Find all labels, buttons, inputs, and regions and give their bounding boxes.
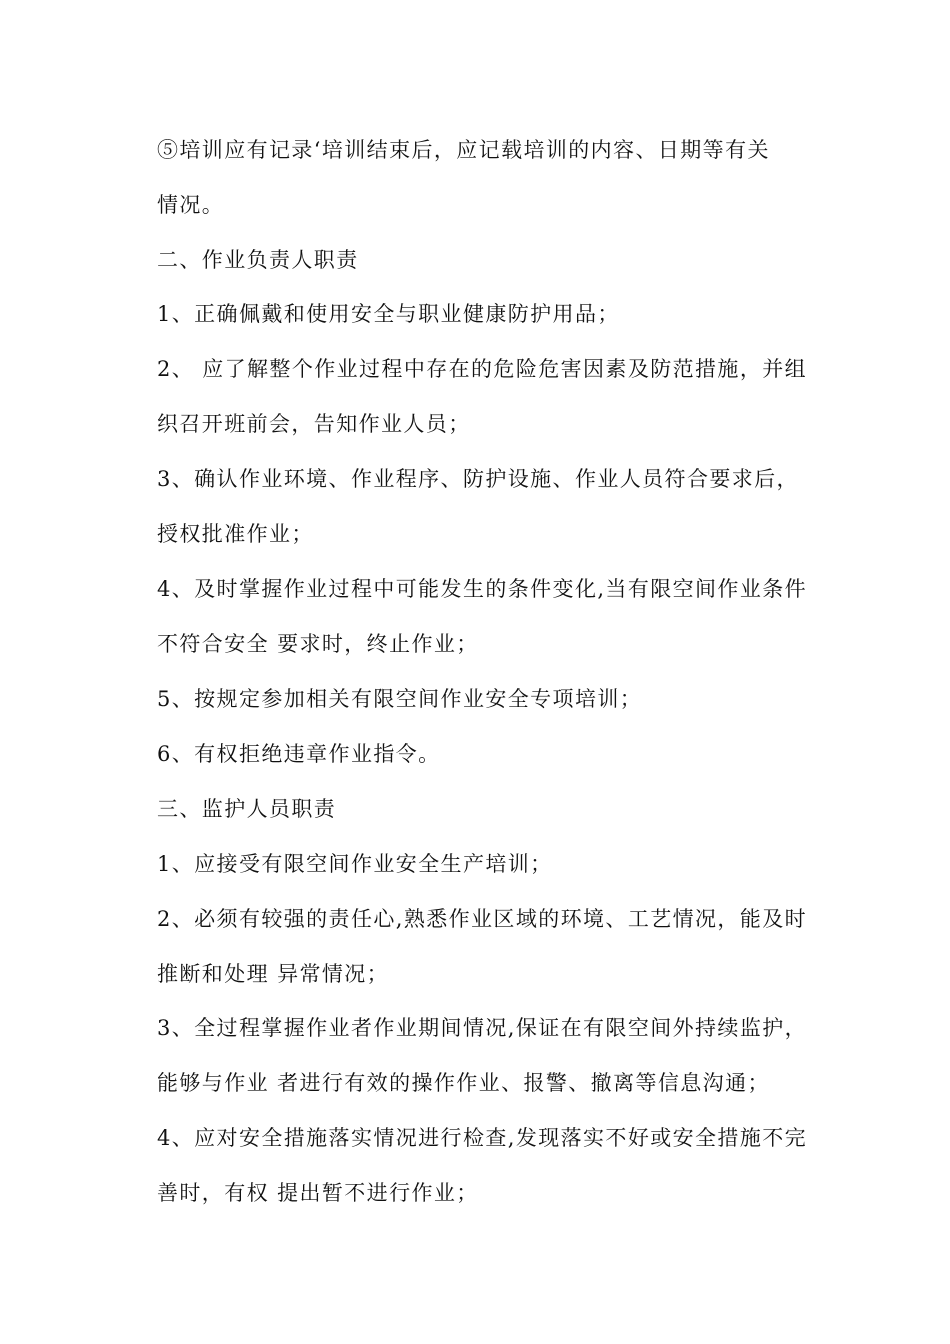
text-line: ⑤培训应有记录‘培训结束后，应记载培训的内容、日期等有关 [157,138,770,162]
text-line: 不符合安全 要求时，终止作业； [157,632,479,656]
text-line: 3、全过程掌握作业者作业期间情况,保证在有限空间外持续监护， [157,1016,808,1040]
text-line: 授权批准作业； [157,522,314,546]
text-line: 2、必须有较强的责任心,熟悉作业区域的环境、工艺情况，能及时 [157,907,808,931]
text-line: 4、应对安全措施落实情况进行检查,发现落实不好或安全措施不完 [157,1126,808,1150]
text-line: 推断和处理 异常情况； [157,962,390,986]
text-line: 6、有权拒绝违章作业指令。 [157,742,441,766]
text-line: 4、及时掌握作业过程中可能发生的条件变化,当有限空间作业条件 [157,577,808,601]
text-line: 能够与作业 者进行有效的操作作业、报警、撤离等信息沟通； [157,1071,770,1095]
text-line: 3、确认作业环境、作业程序、防护设施、作业人员符合要求后， [157,467,799,491]
text-line: 1、正确佩戴和使用安全与职业健康防护用品； [157,302,620,326]
text-line: 情况。 [157,193,225,217]
section-heading: 三、监护人员职责 [157,797,337,821]
text-line: 织召开班前会，告知作业人员； [157,412,471,436]
text-line: 2、 应了解整个作业过程中存在的危险危害因素及防范措施，并组 [157,357,808,381]
text-line: 善时，有权 提出暂不进行作业； [157,1181,479,1205]
section-heading: 二、作业负责人职责 [157,248,359,272]
text-line: 5、按规定参加相关有限空间作业安全专项培训； [157,687,643,711]
text-line: 1、应接受有限空间作业安全生产培训； [157,852,553,876]
